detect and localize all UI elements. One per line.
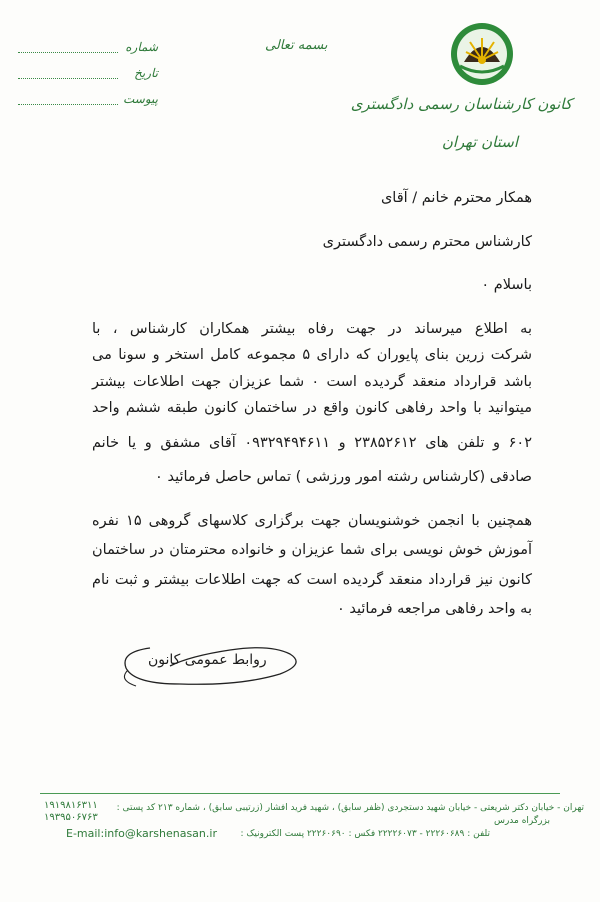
paragraph-line: همچنین با انجمن خوشنویسان جهت برگزاری کلاسهای گروهی ۱۵ نفره: [92, 513, 533, 529]
paragraph-line: کانون نیز قرارداد منعقد گردیده است که جهت اطلاعات بیشتر و ثبت نام: [92, 572, 532, 588]
organization-logo: [450, 22, 514, 86]
paragraph-line: باشد قرارداد منعقد گردیده است ٠ شما عزیزان جهت اطلاعات بیشتر: [92, 374, 532, 390]
attachment-field: [18, 92, 158, 110]
paragraph-line: به اطلاع میرساند در جهت رفاه بیشتر همکاران کارشناس ، با: [92, 321, 532, 337]
paragraph-line: آموزش خوش نویسی برای شما عزیزان و خانواده محترمتان در ساختمان: [92, 542, 532, 558]
date-field: [18, 66, 158, 84]
attachment-dotted-line: [18, 104, 118, 105]
salutation-line-1: همکار محترم خانم / آقای: [380, 190, 532, 206]
salutation-line-2: کارشناس محترم رسمی دادگستری: [322, 234, 532, 250]
organization-province: استان تهران: [441, 133, 518, 151]
footer-divider: [40, 793, 560, 794]
organization-name: کانون کارشناسان رسمی دادگستری: [350, 95, 572, 113]
paragraph-line: صادقی (کارشناس رشته امور ورزشی ) تماس حاصل فرمائید ٠: [155, 469, 532, 485]
date-dotted-line: [18, 78, 118, 79]
date-label: تاریخ: [134, 66, 158, 80]
attachment-label: پیوست: [123, 92, 158, 106]
postal-code-2: ۱۹۳۹۵۰۶۷۶۳: [44, 812, 98, 823]
footer-address: تهران - خیابان دکتر شریعتی - خیابان شهید دستجردی (ظفر سابق) ، شهید فرید افشار (زرتیبی سابق) ، شماره ۲۱۳ کد پستی :: [116, 803, 584, 813]
logo-emblem-icon: [450, 22, 514, 86]
footer-address-2: بزرگراه مدرس: [493, 816, 550, 826]
footer-phone: تلفن : ۲۲۲۶۰۶۸۹ - ۲۲۲۲۶۰۷۳ فکس : ۲۲۲۶۰۶۹۰ پست الکترونیک :: [240, 829, 490, 839]
greeting: باسلام ٠: [481, 277, 532, 293]
signature-title: روابط عمومی کانون: [148, 652, 267, 668]
postal-code-1: ۱۹۱۹۸۱۶۳۱۱: [44, 800, 98, 811]
paragraph-line: میتوانید با واحد رفاهی کانون واقع در ساختمان کانون طبقه ششم واحد: [92, 400, 532, 416]
footer-email[interactable]: E-mail:info@karshenasan.ir: [66, 827, 217, 840]
number-field: [18, 40, 158, 58]
paragraph-line: به واحد رفاهی مراجعه فرمائید ٠: [336, 601, 532, 617]
number-dotted-line: [18, 52, 118, 53]
basmala: بسمه تعالی: [265, 38, 328, 53]
paragraph-line: شرکت زرین بنای پایوران که دارای ۵ مجموعه کامل استخر و سونا می: [92, 347, 532, 363]
number-label: شماره: [125, 40, 158, 54]
paragraph-line: ۶۰۲ و تلفن های ۲۳۸۵۲۶۱۲ و ۰۹۳۲۹۴۹۴۶۱۱ آقای مشفق و یا خانم: [92, 435, 532, 451]
